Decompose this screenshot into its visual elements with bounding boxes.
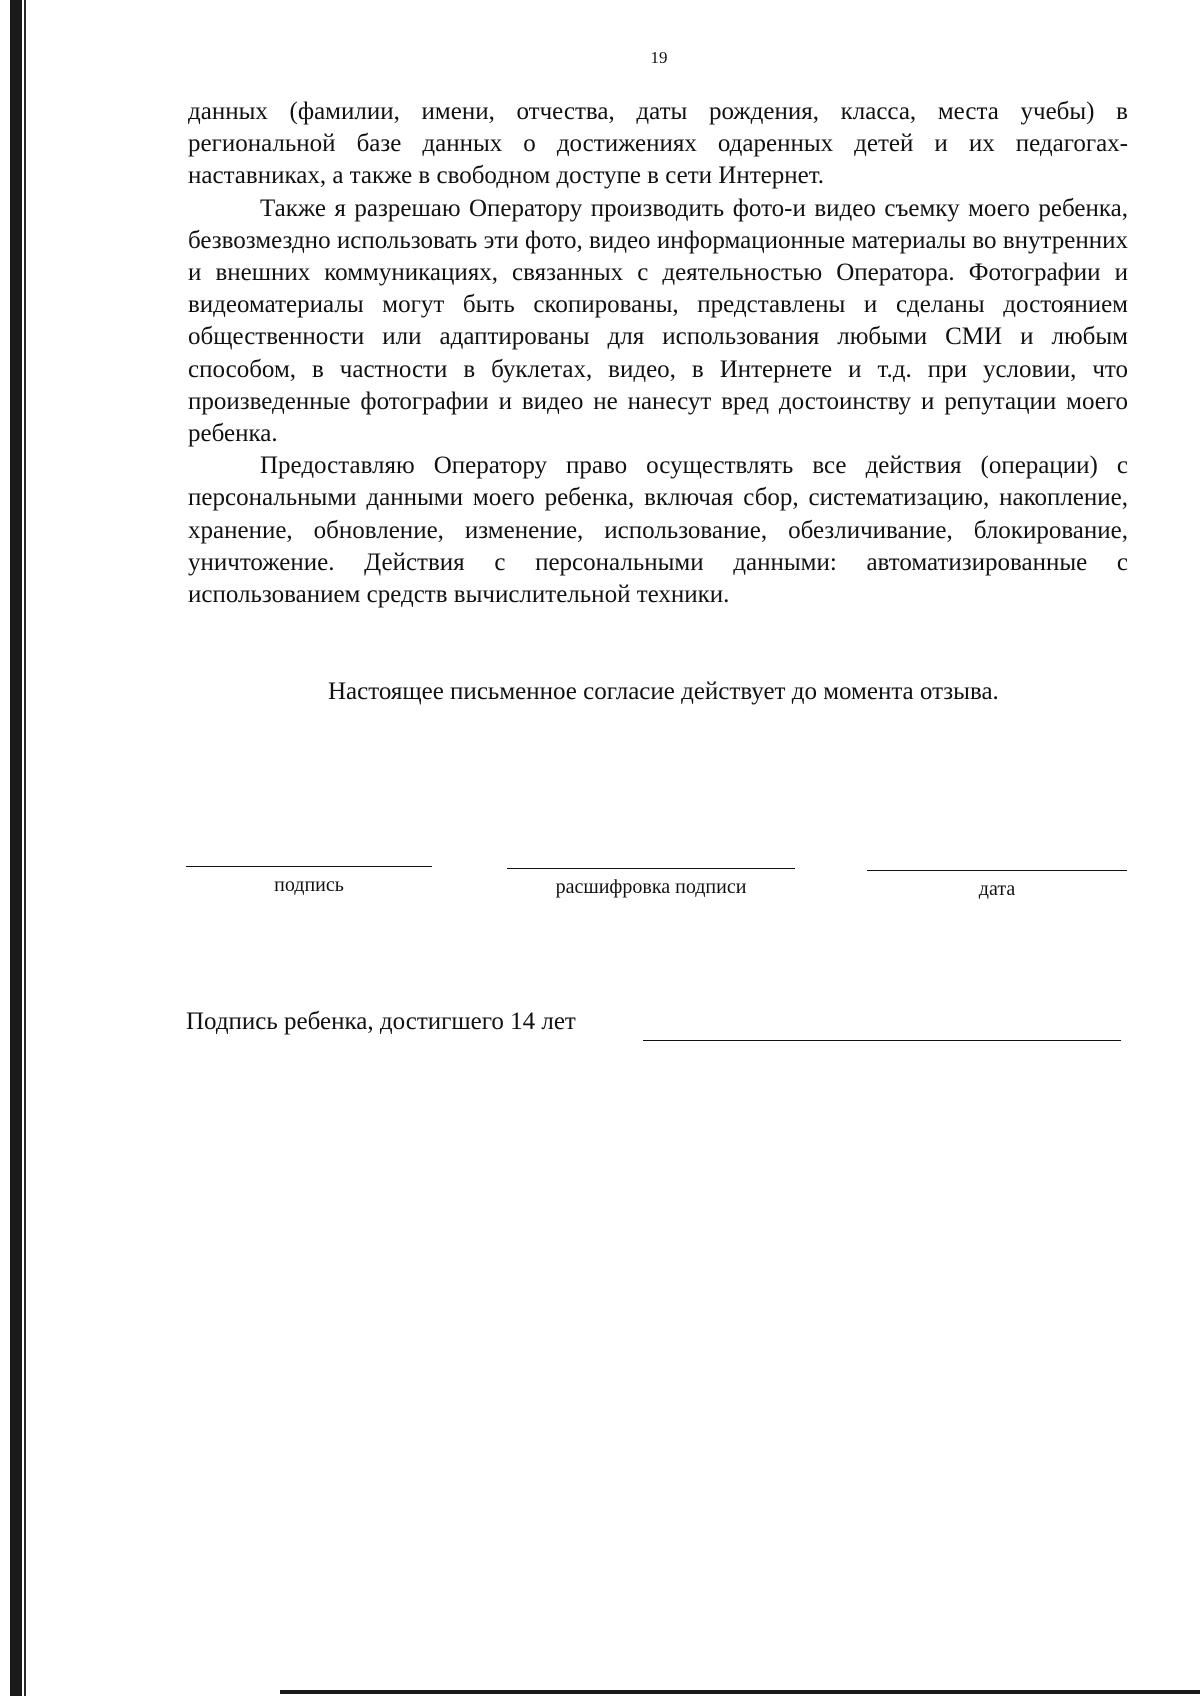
scan-left-edge-line — [24, 0, 26, 1696]
child-signature-label: Подпись ребенка, достигшего 14 лет — [186, 1008, 576, 1035]
signature-caption: подпись — [274, 874, 344, 896]
scan-bottom-edge — [280, 1690, 1200, 1694]
paragraph-continuation: данных (фамилии, имени, отчества, даты рождения, класса, места учебы) в региональной базе данных о достижениях одаренных детей и их педагогах-наставниках, а также в свободном доступе в сети Интернет. — [188, 98, 1128, 190]
page-number-text: 19 — [650, 48, 668, 67]
page-number — [0, 48, 1200, 68]
signature-decoding-caption: расшифровка подписи — [555, 876, 747, 898]
date-line — [867, 870, 1127, 871]
document-body — [188, 96, 1128, 611]
paragraph-photo-consent: Также я разрешаю Оператору производить фото-и видео съемку моего ребенка, безвозмездно использовать эти фото, видео информационные материалы во внутренних и внешних коммуникациях, связанных с деятельностью Оператора. Фотографии и видеоматериалы могут быть скопированы, представлены и сделаны достоянием общественности или адаптированы для использования любыми СМИ и любым способом, в частности в буклетах, видео, в Интернете и т.д. при условии, что произведенные фотографии и видео не нанесут вред достоинству и репутации моего ребенка. — [188, 194, 1128, 448]
paragraph-data-processing: Предоставляю Оператору право осуществлять все действия (операции) с персональными данными моего ребенка, включая сбор, систематизацию, накопление, хранение, обновление, изменение, использование, обезличивание, блокирование, уничтожение. Действия с персональными данными: автоматизированные с использованием средств вычислительной техники. — [188, 452, 1128, 609]
signature-decoding-line — [507, 868, 795, 869]
scan-left-edge — [10, 0, 22, 1696]
date-caption: дата — [978, 878, 1016, 900]
final-statement: Настоящее письменное согласие действует до момента отзыва. — [328, 678, 999, 705]
child-signature-line — [643, 1040, 1121, 1041]
signature-line — [186, 866, 432, 867]
